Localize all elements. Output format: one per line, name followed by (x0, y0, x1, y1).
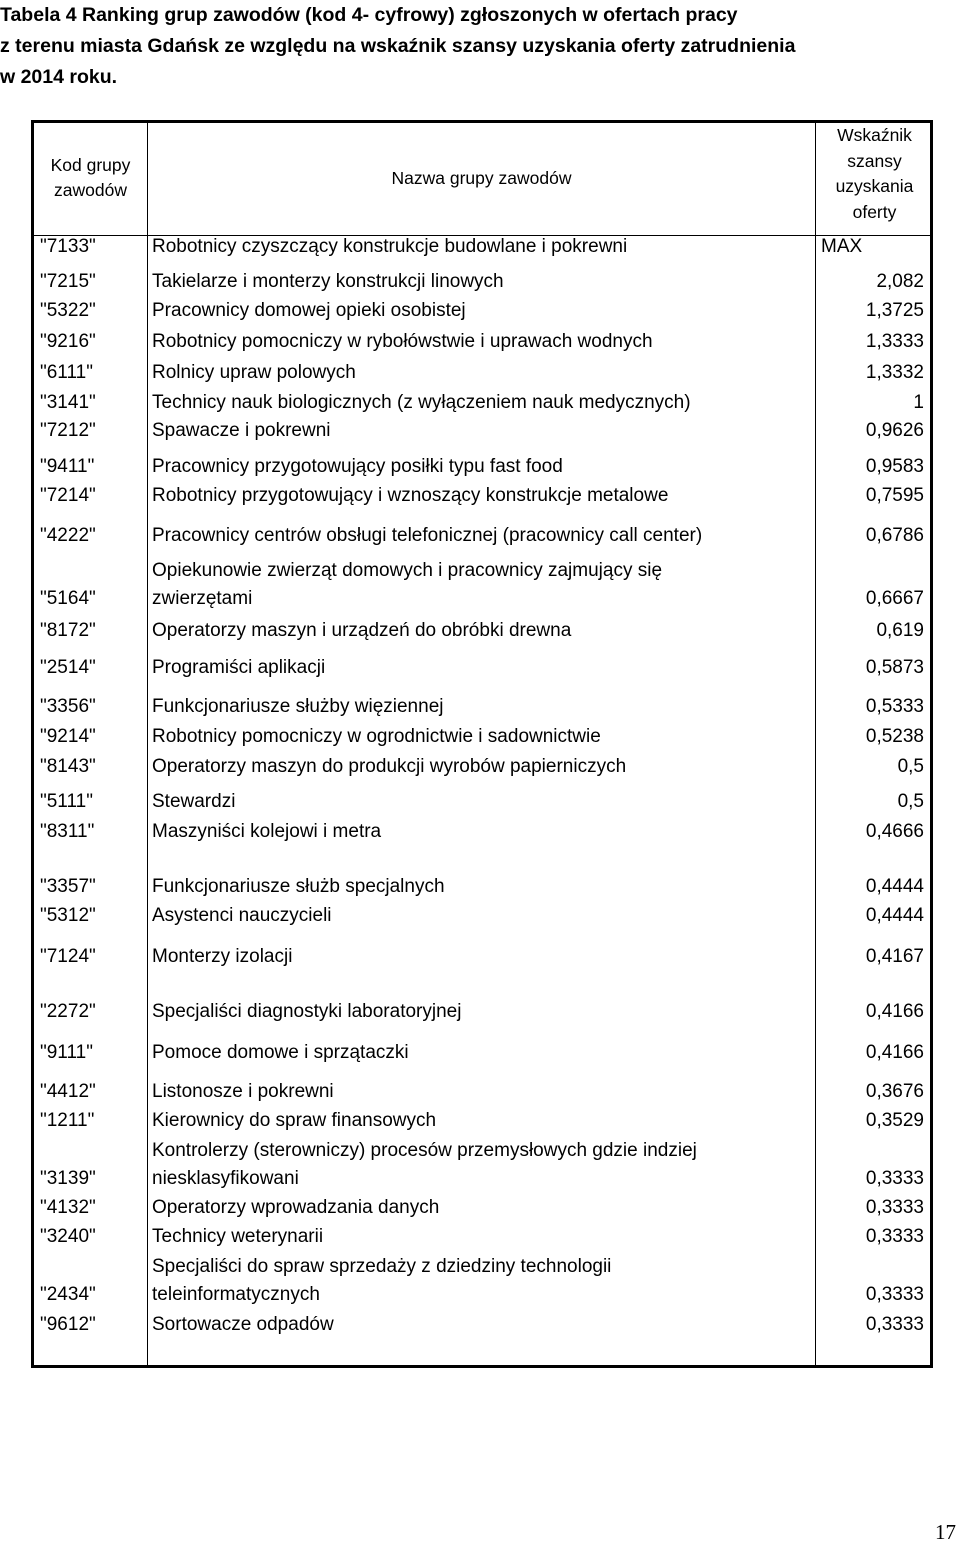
index-value: 1 (913, 392, 924, 413)
group-name (152, 522, 802, 550)
group-code: "5164" (40, 588, 96, 609)
header-index-line: uzyskania (835, 176, 914, 196)
group-name-line: Technicy weterynarii (152, 1226, 324, 1247)
header-index-line: Wskaźnik (837, 125, 912, 145)
group-name-line: teleinformatycznych (152, 1284, 320, 1305)
group-name (152, 617, 802, 645)
title-line-3: w 2014 roku. (0, 66, 118, 88)
index-value: 0,5 (897, 756, 924, 777)
group-name (152, 873, 802, 901)
group-code: "7133" (40, 236, 96, 257)
group-name (152, 417, 802, 445)
group-name-line: Sortowacze odpadów (152, 1314, 334, 1335)
group-code: "4222" (40, 525, 96, 546)
index-value: 0,3333 (865, 1197, 924, 1218)
group-name (152, 297, 802, 325)
group-name-line: Opiekunowie zwierząt domowych i pracownicy zajmujący się (152, 560, 663, 581)
group-code: "9214" (40, 726, 96, 747)
header-index-line: oferty (852, 201, 897, 222)
group-code: "3240" (40, 1226, 96, 1247)
group-name-line: Monterzy izolacji (152, 946, 293, 967)
index-value: 0,4666 (865, 821, 924, 842)
group-name-line: Spawacze i pokrewni (152, 420, 331, 441)
group-name-line: Robotnicy pomocniczy w ogrodnictwie i sadownictwie (152, 726, 601, 747)
index-value: 0,6667 (865, 588, 924, 609)
group-code: "9216" (40, 331, 96, 352)
index-value: 0,4166 (865, 1001, 924, 1022)
group-name-line: Listonosze i pokrewni (152, 1081, 334, 1102)
group-code: "3141" (40, 392, 96, 413)
group-name (152, 328, 802, 356)
group-name-line: Asystenci nauczycieli (152, 905, 332, 926)
group-name-line: Operatorzy maszyn do produkcji wyrobów papierniczych (152, 756, 627, 777)
group-name (152, 818, 802, 846)
index-value: 0,3333 (865, 1314, 924, 1335)
group-name-line: Robotnicy pomocniczy w rybołówstwie i uprawach wodnych (152, 331, 653, 352)
group-name (152, 1078, 802, 1106)
index-value: 0,4167 (865, 946, 924, 967)
index-value: 1,3332 (865, 362, 924, 383)
group-name (152, 1039, 802, 1067)
group-name (152, 1137, 802, 1193)
group-code: "3357" (40, 876, 96, 897)
group-code: "9612" (40, 1314, 96, 1335)
group-code: "3139" (40, 1168, 96, 1189)
group-name-line: Pracownicy przygotowujący posiłki typu fast food (152, 456, 563, 477)
group-code: "9111" (40, 1042, 93, 1063)
group-code: "4412" (40, 1081, 96, 1102)
index-value: 0,4166 (865, 1042, 924, 1063)
index-value: 0,3333 (865, 1226, 924, 1247)
index-value: 0,4444 (865, 876, 924, 897)
group-name-line: Operatorzy wprowadzania danych (152, 1197, 440, 1218)
group-code: "7215" (40, 271, 96, 292)
group-code: "7214" (40, 485, 96, 506)
group-name-line: Takielarze i monterzy konstrukcji linowych (152, 271, 504, 292)
index-value: 0,3529 (865, 1110, 924, 1131)
group-name (152, 723, 802, 751)
group-code: "9411" (40, 456, 95, 477)
group-name (152, 1194, 802, 1222)
index-value: 0,5238 (865, 726, 924, 747)
header-name: Nazwa grupy zawodów (391, 168, 572, 188)
group-name-line: Robotnicy przygotowujący i wznoszący konstrukcje metalowe (152, 485, 669, 506)
group-code: "5111" (40, 791, 93, 812)
group-code: "2514" (40, 657, 96, 678)
group-name-line: Pracownicy domowej opieki osobistej (152, 300, 466, 321)
group-name-line: niesklasyfikowani (152, 1168, 299, 1189)
group-name-line: zwierzętami (152, 588, 253, 609)
group-name (152, 389, 802, 417)
title-line-1: Tabela 4 Ranking grup zawodów (kod 4- cyfrowy) zgłoszonych w ofertach pracy (0, 4, 738, 26)
index-value: 0,6786 (865, 525, 924, 546)
group-name-line: Robotnicy czyszczący konstrukcje budowlane i pokrewni (152, 236, 628, 257)
group-code: "8172" (40, 620, 96, 641)
group-name (152, 1223, 802, 1251)
group-name (152, 1311, 802, 1339)
index-value: 0,9626 (865, 420, 924, 441)
group-name (152, 482, 802, 510)
group-code: "1211" (40, 1110, 95, 1131)
group-code: "2434" (40, 1284, 96, 1305)
group-name-line: Funkcjonariusze służb specjalnych (152, 876, 445, 897)
group-name (152, 998, 802, 1026)
group-name-line: Rolnicy upraw polowych (152, 362, 356, 383)
group-name-line: Specjaliści diagnostyki laboratoryjnej (152, 1001, 462, 1022)
index-value: 0,5333 (865, 696, 924, 717)
group-code: "7212" (40, 420, 96, 441)
header-index-line: szansy (847, 150, 902, 171)
index-value: 0,4444 (865, 905, 924, 926)
header-code (34, 153, 147, 203)
group-name (152, 753, 802, 781)
ranking-table (31, 120, 933, 1368)
index-value: 0,3333 (865, 1168, 924, 1189)
index-value: 0,7595 (865, 485, 924, 506)
group-name-line: Pomoce domowe i sprzątaczki (152, 1042, 409, 1063)
group-name (152, 1253, 802, 1309)
group-name (152, 943, 802, 971)
title-line-2: z terenu miasta Gdańsk ze względu na wskaźnik szansy uzyskania oferty zatrudnienia (0, 35, 796, 57)
index-value: 1,3333 (865, 331, 924, 352)
group-code: "7124" (40, 946, 96, 967)
group-code: "5312" (40, 905, 96, 926)
group-name-line: Funkcjonariusze służby więziennej (152, 696, 444, 717)
group-code: "4132" (40, 1197, 96, 1218)
index-value: 0,9583 (865, 456, 924, 477)
group-name-line: Technicy nauk biologicznych (z wyłączeniem nauk medycznych) (152, 392, 691, 413)
group-name (152, 557, 802, 613)
column-divider (147, 123, 148, 1365)
group-name-line: Pracownicy centrów obsługi telefonicznej (pracownicy call center) (152, 525, 703, 546)
index-value: 0,5873 (865, 657, 924, 678)
group-name-line: Operatorzy maszyn i urządzeń do obróbki drewna (152, 620, 572, 641)
group-code: "3356" (40, 696, 96, 717)
group-name (152, 788, 802, 816)
group-name (152, 693, 802, 721)
group-name-line: Specjaliści do spraw sprzedaży z dziedziny technologii (152, 1256, 612, 1277)
index-value: 0,3333 (865, 1284, 924, 1305)
index-value: MAX (821, 236, 863, 257)
header-index (816, 123, 933, 225)
group-name-line: Programiści aplikacji (152, 657, 326, 678)
index-value: 0,5 (897, 791, 924, 812)
group-name (152, 453, 802, 481)
group-name (152, 268, 802, 296)
group-name (152, 654, 802, 682)
column-divider (815, 123, 816, 1365)
group-code: "8311" (40, 821, 95, 842)
group-name-line: Stewardzi (152, 791, 236, 812)
group-code: "8143" (40, 756, 96, 777)
group-code: "5322" (40, 300, 96, 321)
page-number: 17 (935, 1520, 956, 1544)
group-code: "6111" (40, 362, 93, 383)
group-name (152, 233, 802, 261)
header-code-line: zawodów (54, 180, 127, 200)
group-name (152, 1107, 802, 1135)
index-value: 0,3676 (865, 1081, 924, 1102)
index-value: 2,082 (876, 271, 924, 292)
group-name-line: Maszyniści kolejowi i metra (152, 821, 382, 842)
table-title (0, 0, 945, 93)
group-name (152, 359, 802, 387)
group-name-line: Kierownicy do spraw finansowych (152, 1110, 437, 1131)
index-value: 1,3725 (865, 300, 924, 321)
index-value: 0,619 (876, 620, 924, 641)
group-name-line: Kontrolerzy (sterowniczy) procesów przemysłowych gdzie indziej (152, 1140, 697, 1161)
group-code: "2272" (40, 1001, 96, 1022)
group-name (152, 902, 802, 930)
header-code-line: Kod grupy (50, 155, 131, 175)
